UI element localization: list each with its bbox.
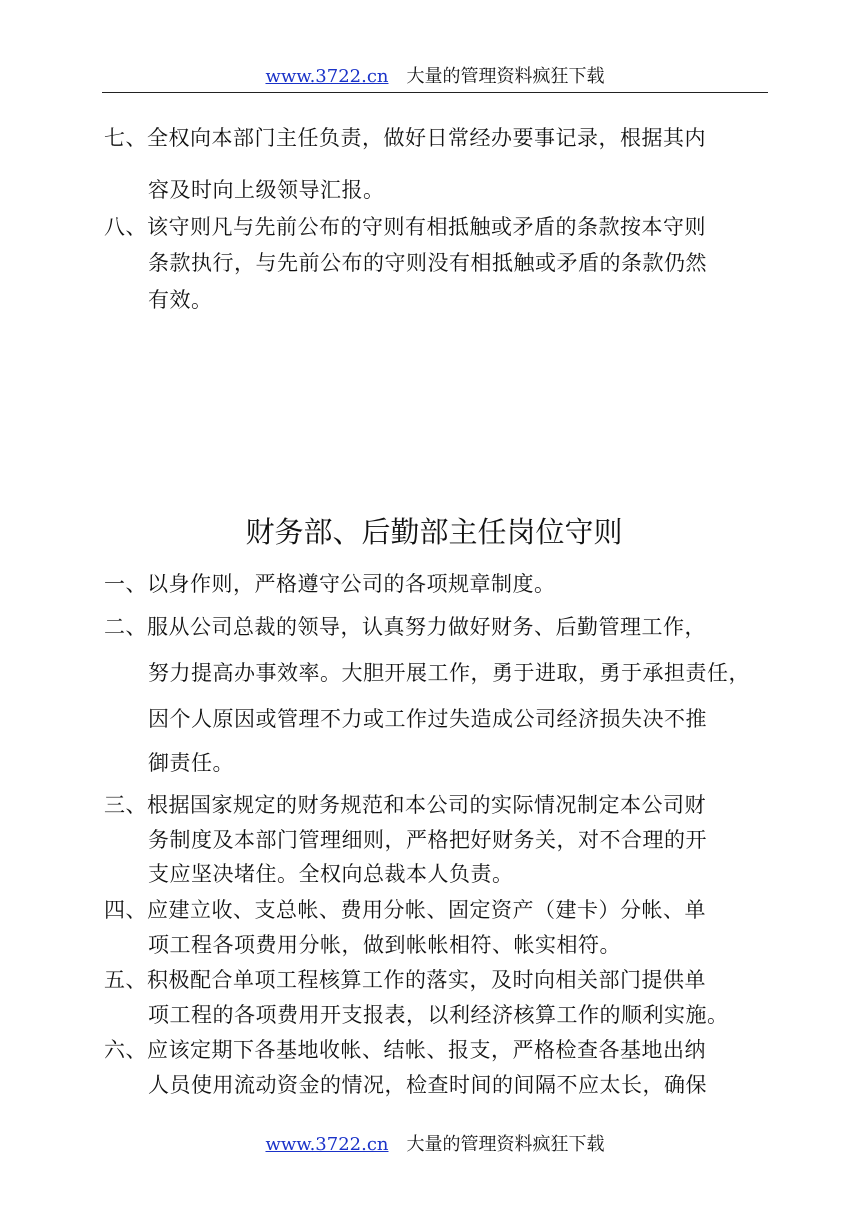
paragraph-line: 项工程的各项费用开支报表，以利经济核算工作的顺利实施。 <box>148 1003 729 1027</box>
paragraph-line: 二、服从公司总裁的领导，认真努力做好财务、后勤管理工作， <box>104 615 706 639</box>
header-site-link[interactable]: www.3722.cn <box>265 66 389 87</box>
paragraph-line: 努力提高办事效率。大胆开展工作，勇于进取，勇于承担责任， <box>148 661 750 685</box>
paragraph-line: 项工程各项费用分帐，做到帐帐相符、帐实相符。 <box>148 933 621 957</box>
paragraph-line: 七、全权向本部门主任负责，做好日常经办要事记录，根据其内 <box>104 126 706 150</box>
paragraph-line: 三、根据国家规定的财务规范和本公司的实际情况制定本公司财 <box>104 793 706 817</box>
footer-slogan: 大量的管理资料疯狂下载 <box>406 1134 605 1155</box>
paragraph-line: 一、以身作则，严格遵守公司的各项规章制度。 <box>104 572 556 596</box>
paragraph-line: 五、积极配合单项工程核算工作的落实，及时向相关部门提供单 <box>104 968 706 992</box>
paragraph-line: 务制度及本部门管理细则，严格把好财务关，对不合理的开 <box>148 828 707 852</box>
paragraph-line: 有效。 <box>148 288 213 312</box>
paragraph-line: 人员使用流动资金的情况，检查时间的间隔不应太长，确保 <box>148 1073 707 1097</box>
section-title: 财务部、后勤部主任岗位守则 <box>245 515 623 549</box>
paragraph-line: 容及时向上级领导汇报。 <box>148 178 385 202</box>
page-footer <box>102 1130 768 1156</box>
paragraph-line: 六、应该定期下各基地收帐、结帐、报支，严格检查各基地出纳 <box>104 1038 706 1062</box>
page-header <box>102 62 768 93</box>
paragraph-line: 条款执行，与先前公布的守则没有相抵触或矛盾的条款仍然 <box>148 251 707 275</box>
paragraph-line: 御责任。 <box>148 751 234 775</box>
footer-site-link[interactable]: www.3722.cn <box>265 1134 389 1155</box>
paragraph-line: 八、该守则凡与先前公布的守则有相抵触或矛盾的条款按本守则 <box>104 215 706 239</box>
paragraph-line: 四、应建立收、支总帐、费用分帐、固定资产（建卡）分帐、单 <box>104 898 706 922</box>
paragraph-line: 支应坚决堵住。全权向总裁本人负责。 <box>148 862 514 886</box>
paragraph-line: 因个人原因或管理不力或工作过失造成公司经济损失决不推 <box>148 707 707 731</box>
header-slogan: 大量的管理资料疯狂下载 <box>406 66 605 87</box>
